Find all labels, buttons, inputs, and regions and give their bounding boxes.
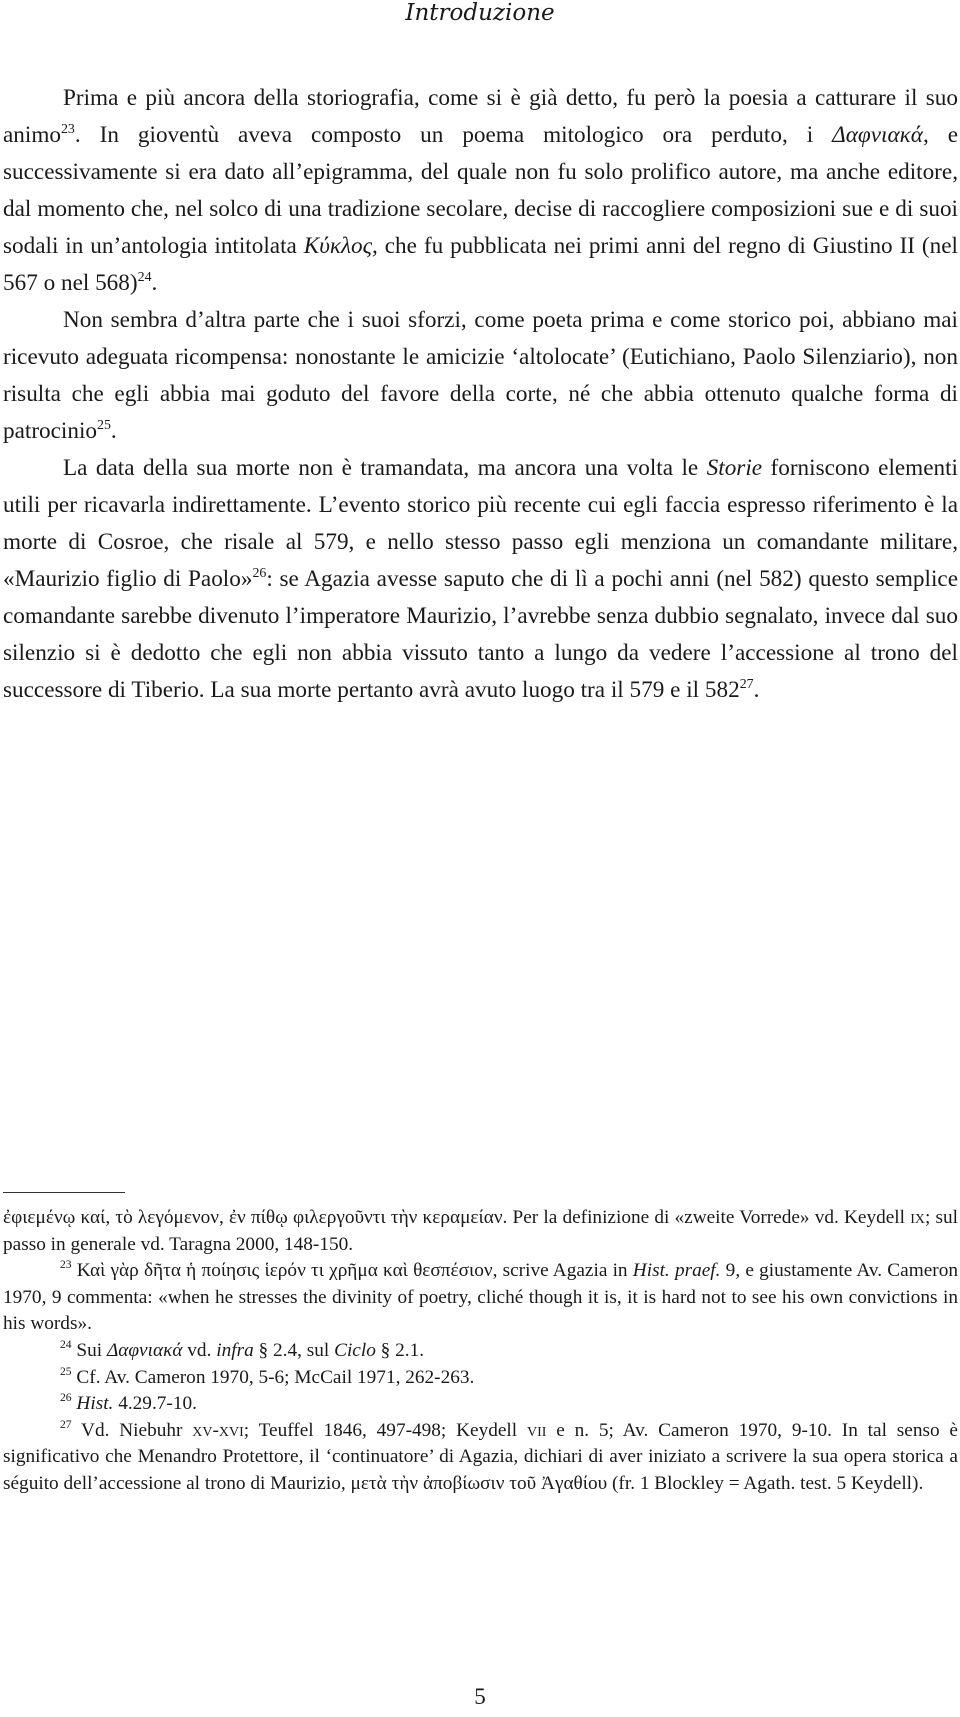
title-daphniaka: Δαφνιακά <box>832 122 923 148</box>
running-header <box>0 0 960 26</box>
text-run: forniscono elementi utili per ricavarla indirettamente. L’evento storico più recente cui egli faccia espresso riferimento è la morte di Cosroe, che risale al 579, e nello stesso passo egli menziona un comandante militare, «Maurizio figlio di Paolo» <box>3 455 958 592</box>
cross-ref: infra <box>216 1339 254 1361</box>
text-run: Per la definizione di «zweite Vorrede» vd. Keydell <box>507 1207 911 1228</box>
text-run: . <box>110 418 117 444</box>
text-run: § 2.4, sul <box>253 1339 335 1361</box>
footnote-ref-24[interactable]: 24 <box>137 269 152 285</box>
footnote-24 <box>3 1338 958 1365</box>
work-title: Ciclo <box>334 1339 376 1361</box>
text-run: , che fu pubblicata nei primi anni del regno di Giustino II (nel 567 o nel 568) <box>3 233 958 296</box>
text-run: 9, e giustamente Av. Cameron 1970, 9 commenta: «when he stresses the divinity of poetry, cliché though it is, it is hard not to see his own convictions in his words». <box>3 1260 958 1335</box>
title-kyklos: Κύκλος <box>303 233 373 259</box>
text-run: . <box>151 270 158 296</box>
footnote-23 <box>3 1258 958 1338</box>
greek-quote: ἐφιεμένῳ καί, τὸ λεγόμενον, ἐν πίθῳ φιλεργοῦντι τὴν κεραμείαν. <box>3 1207 508 1228</box>
text-run: ; Teuffel 1846, 497-498; Keydell <box>243 1419 527 1441</box>
footnote-ref-23[interactable]: 23 <box>60 121 75 137</box>
footnote-27 <box>3 1418 958 1498</box>
footnote-continuation <box>3 1205 958 1258</box>
text-run: . <box>753 677 760 703</box>
text-run: Sui <box>76 1339 107 1361</box>
work-title: Δαφνιακά <box>106 1339 183 1361</box>
footnote-number: 25 <box>60 1364 72 1378</box>
roman-numeral: ix <box>910 1207 925 1228</box>
paragraph-2 <box>3 302 958 450</box>
text-run: 4.29.7-10. <box>113 1393 197 1415</box>
footnote-divider <box>3 1192 125 1193</box>
text-run: Prima e più ancora della storiografia, come si è già detto, fu però la poesia a catturare il suo animo <box>3 85 958 148</box>
text-run: : se Agazia avesse saputo che di lì a pochi anni (nel 582) questo semplice comandante sarebbe divenuto l’imperatore Maurizio, l’avrebbe senza dubbio segnalato, invece dal suo silenzio si è dedotto che egli non abbia vissuto tanto a lungo da vedere l’accessione al trono del successore di Tiberio. La sua morte pertanto avrà avuto luogo tra il 579 e il 582 <box>3 566 958 703</box>
text-run: § 2.1. <box>375 1339 425 1361</box>
roman-numeral: xv-xvi <box>192 1419 244 1441</box>
footnote-25 <box>3 1365 958 1392</box>
paragraph-1 <box>3 80 958 302</box>
running-title: Introduzione <box>405 0 555 26</box>
text-run: , e successivamente si era dato all’epigramma, del quale non fu solo prolifico autore, ma anche editore, dal momento che, nel solco di una tradizione secolare, decise di raccogliere composizioni sue e di suoi sodali in un’antologia intitolata <box>3 122 958 259</box>
roman-numeral: vii <box>526 1419 547 1441</box>
main-text <box>3 80 958 709</box>
text-run: , scrive Agazia in <box>492 1260 633 1282</box>
page-number: 5 <box>474 1684 486 1709</box>
footnote-number: 27 <box>60 1417 72 1431</box>
text-run: e n. 5; Av. Cameron 1970, 9-10. In tal senso è significativo che Menandro Protettore, il ‘continuatore’ di Agazia, dichiari di aver iniziato a scrivere la sua opera storica a séguito dell’accessione al trono di Maurizio, <box>3 1419 958 1494</box>
text-run: ; sul passo in generale vd. Taragna 2000, 148-150. <box>3 1207 958 1255</box>
footnote-number: 24 <box>60 1337 72 1351</box>
footnotes <box>3 1205 958 1498</box>
text-run: . In gioventù aveva composto un poema mitologico ora perduto, i <box>74 122 833 148</box>
footnote-ref-27[interactable]: 27 <box>739 676 754 692</box>
text-run: La data della sua morte non è tramandata, ma ancora una volta le <box>63 455 707 481</box>
text-run: vd. <box>182 1339 217 1361</box>
work-title: Hist. <box>76 1393 114 1415</box>
title-storie: Storie <box>706 455 763 481</box>
work-title: Hist. praef. <box>632 1260 721 1282</box>
footnote-number: 26 <box>60 1391 72 1405</box>
footnote-26 <box>3 1391 958 1418</box>
footnote-ref-25[interactable]: 25 <box>97 417 111 433</box>
text-run: Cf. Av. Cameron 1970, 5-6; McCail 1971, 262-263. <box>76 1366 475 1388</box>
footnote-number: 23 <box>60 1258 72 1272</box>
greek-quote: μετὰ τὴν ἀποβίωσιν τοῦ Ἀγαθίου <box>350 1472 608 1494</box>
footnote-ref-26[interactable]: 26 <box>252 565 267 581</box>
greek-quote: Καὶ γὰρ δῆτα ἡ ποίησις ἱερόν τι χρῆμα καὶ θεσπέσιον <box>76 1260 493 1282</box>
paragraph-3 <box>3 450 958 709</box>
text-run: Non sembra d’altra parte che i suoi sforzi, come poeta prima e come storico poi, abbiano mai ricevuto adeguata ricompensa: nonostante le amicizie ‘altolocate’ (Eutichiano, Paolo Silenziario), non risulta che egli abbia mai goduto del favore della corte, né che abbia ottenuto qualche forma di patrocinio <box>3 307 958 444</box>
text-run: (fr. 1 Blockley = Agath. test. 5 Keydell). <box>607 1472 924 1494</box>
text-run: Vd. Niebuhr <box>81 1419 193 1441</box>
